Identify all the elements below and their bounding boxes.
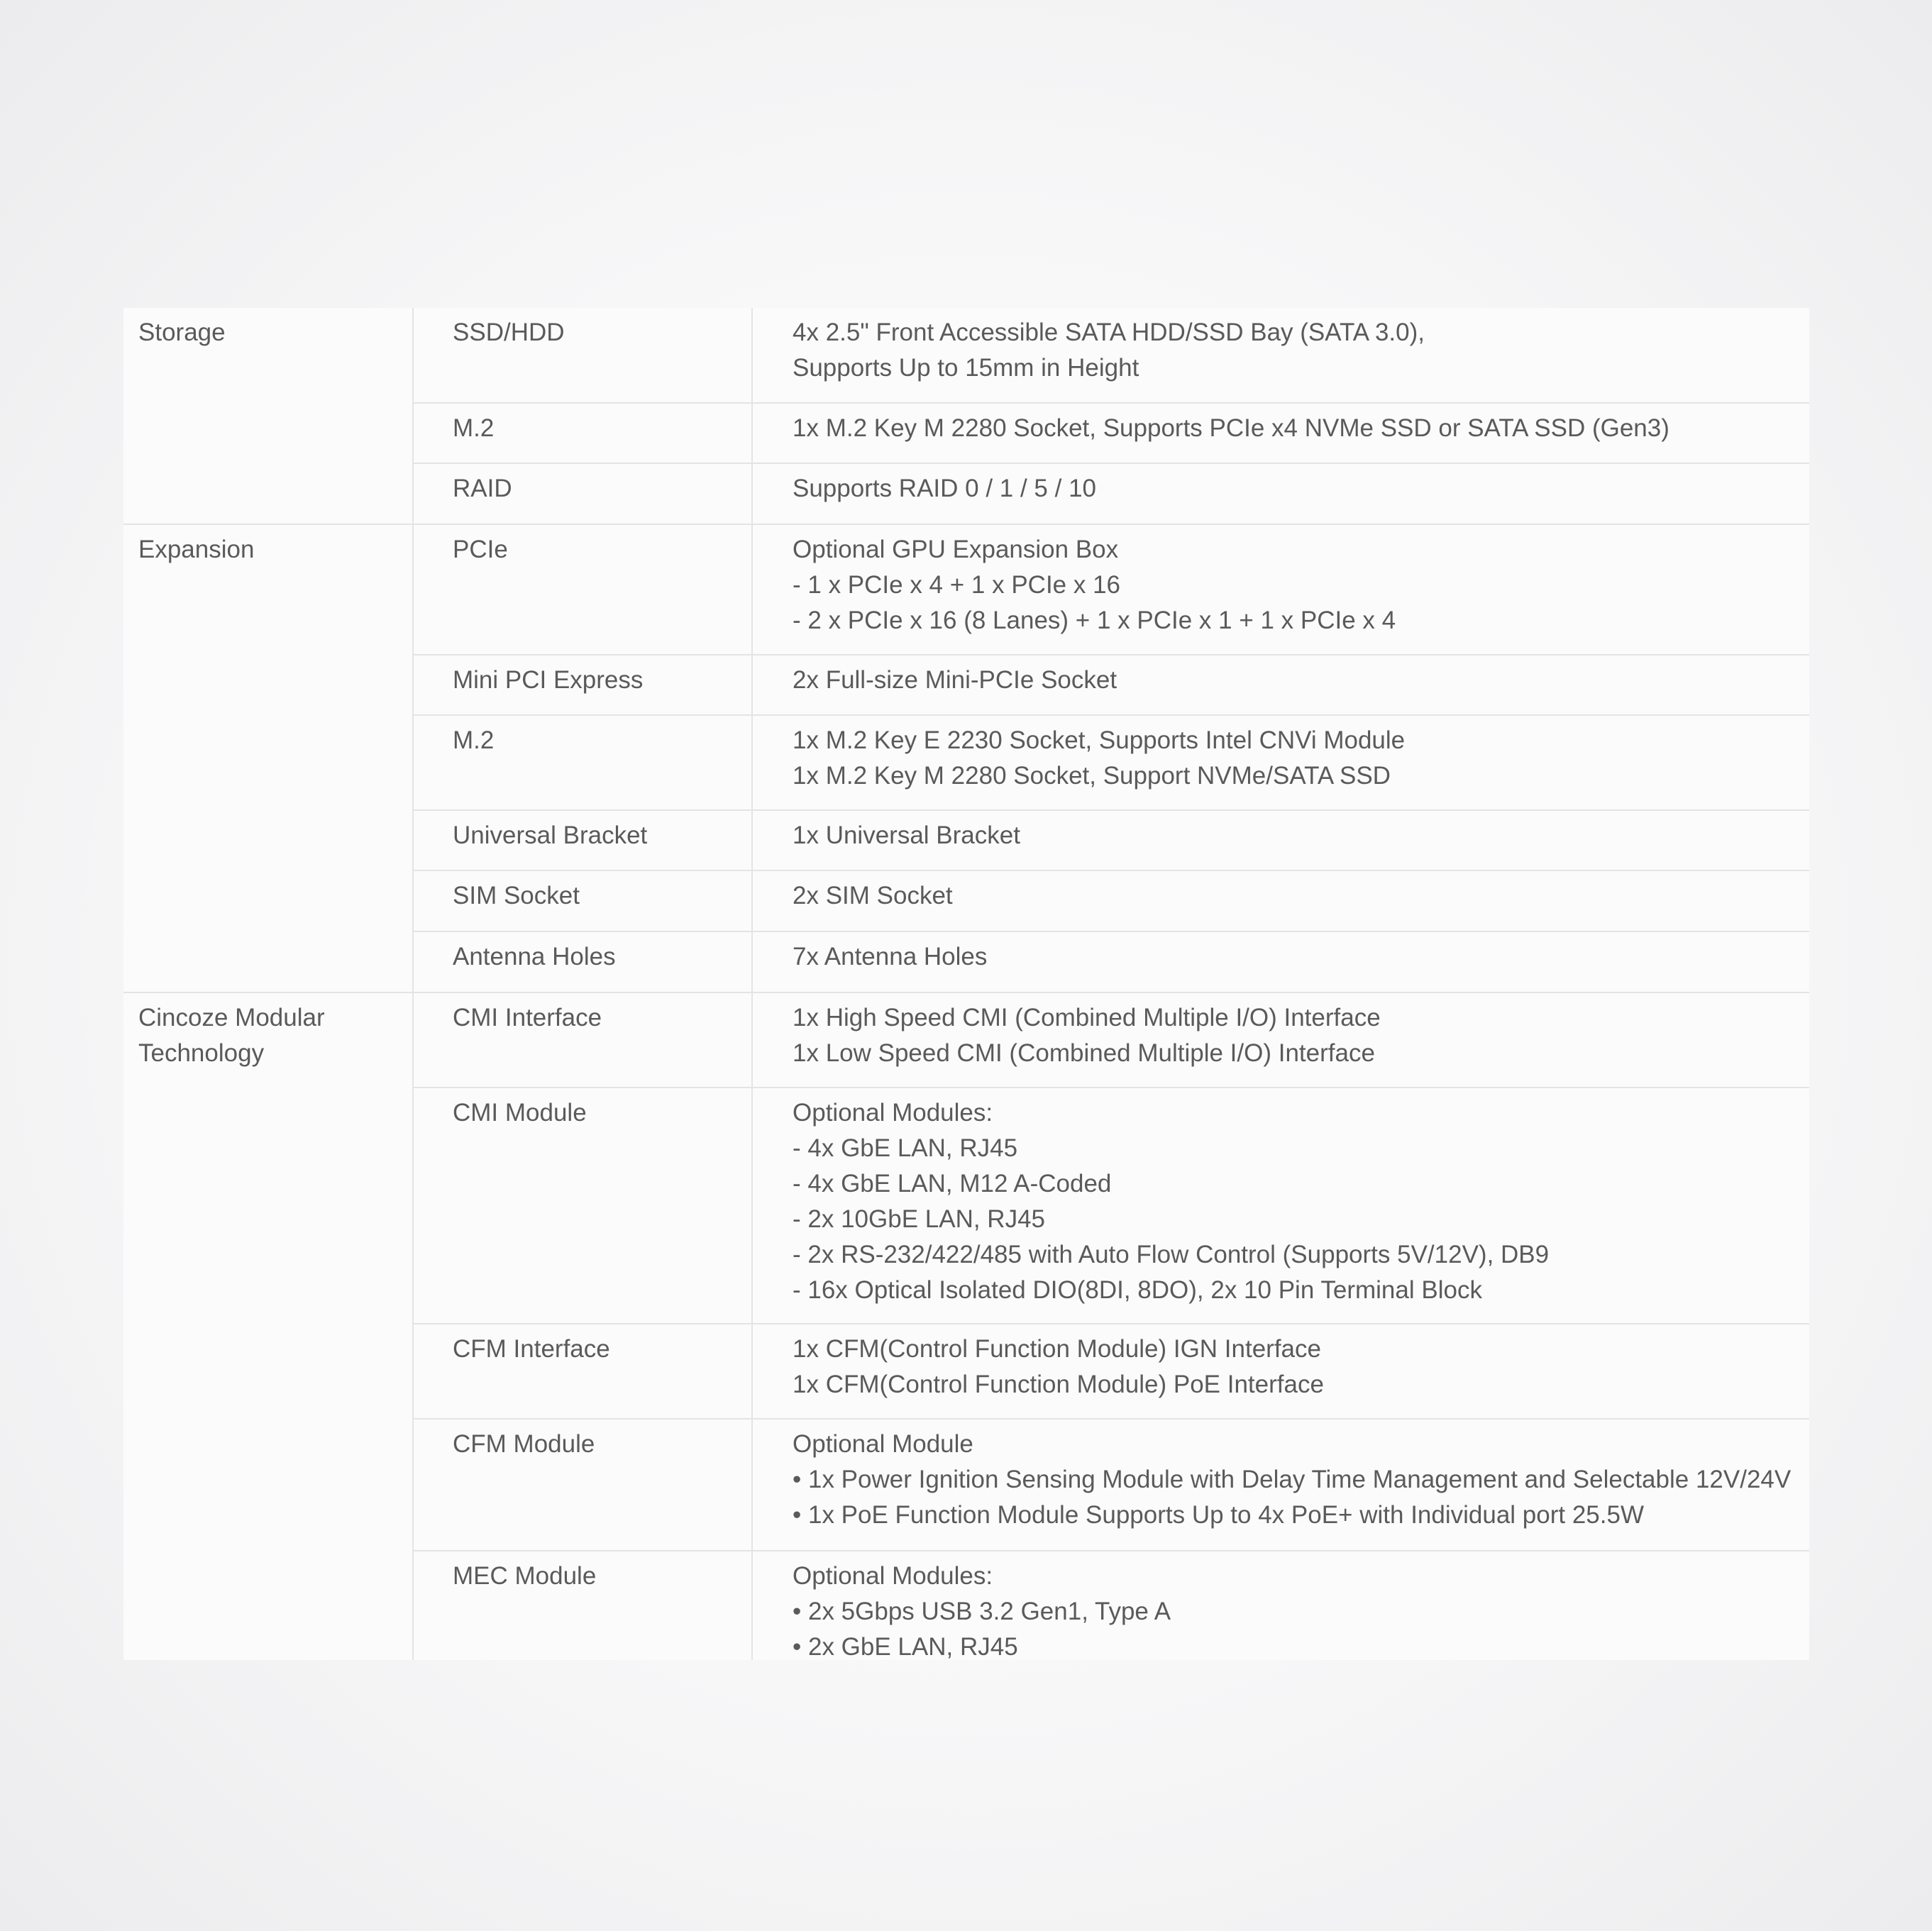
value-line: 7x Antenna Holes — [793, 943, 988, 970]
feature-label: SSD/HDD — [413, 308, 752, 403]
feature-label: SIM Socket — [413, 870, 752, 931]
feature-label: CFM Interface — [413, 1324, 752, 1419]
value-line: 1x Universal Bracket — [793, 821, 1020, 849]
value-cell — [752, 1088, 1809, 1324]
category-label: Expansion — [138, 536, 255, 563]
value-line: 2x SIM Socket — [793, 882, 953, 909]
category-cell — [123, 524, 413, 992]
category-label: Storage — [138, 319, 226, 346]
feature-label: Universal Bracket — [413, 810, 752, 870]
value-cell — [752, 870, 1809, 931]
value-line: 1x CFM(Control Function Module) IGN Interface — [793, 1335, 1321, 1363]
value-cell — [752, 524, 1809, 655]
value-cell — [752, 992, 1809, 1088]
value-line: - 2x 10GbE LAN, RJ45 — [793, 1205, 1045, 1233]
value-line: 1x CFM(Control Function Module) PoE Interface — [793, 1371, 1324, 1398]
spec-table — [123, 308, 1809, 1660]
value-line: • 2x 5Gbps USB 3.2 Gen1, Type A — [793, 1598, 1171, 1625]
category-cell — [123, 992, 413, 1660]
feature-label: M.2 — [413, 715, 752, 810]
value-line: 1x M.2 Key M 2280 Socket, Support NVMe/SATA SSD — [793, 762, 1391, 790]
spec-row-storage-ssd-hdd — [123, 308, 1809, 403]
value-cell — [752, 1419, 1809, 1551]
spec-row-expansion-pcie — [123, 524, 1809, 655]
feature-label: M.2 — [413, 403, 752, 463]
value-cell — [752, 463, 1809, 524]
value-cell — [752, 403, 1809, 463]
value-line: Optional GPU Expansion Box — [793, 536, 1119, 563]
feature-label: PCIe — [413, 524, 752, 655]
value-line: Supports Up to 15mm in Height — [793, 354, 1139, 382]
value-line: - 1 x PCIe x 4 + 1 x PCIe x 16 — [793, 571, 1121, 599]
feature-label: MEC Module — [413, 1551, 752, 1660]
value-line: - 2 x PCIe x 16 (8 Lanes) + 1 x PCIe x 1 + 1 x PCIe x 4 — [793, 607, 1396, 634]
value-line: - 4x GbE LAN, RJ45 — [793, 1134, 1018, 1162]
spec-panel — [123, 308, 1809, 1660]
value-line: • 2x GbE LAN, RJ45 — [793, 1633, 1018, 1660]
category-cell — [123, 308, 413, 524]
value-line: Optional Modules: — [793, 1562, 993, 1590]
value-cell — [752, 715, 1809, 810]
feature-label: CFM Module — [413, 1419, 752, 1551]
value-cell — [752, 810, 1809, 870]
feature-label: Mini PCI Express — [413, 655, 752, 715]
value-line: 2x Full-size Mini-PCIe Socket — [793, 666, 1117, 694]
value-line: 4x 2.5" Front Accessible SATA HDD/SSD Bay (SATA 3.0), — [793, 319, 1425, 346]
value-cell — [752, 1324, 1809, 1419]
feature-label: CMI Module — [413, 1088, 752, 1324]
value-line: - 2x RS-232/422/485 with Auto Flow Control (Supports 5V/12V), DB9 — [793, 1241, 1550, 1268]
value-cell — [752, 308, 1809, 403]
feature-label: Antenna Holes — [413, 931, 752, 992]
value-line: Supports RAID 0 / 1 / 5 / 10 — [793, 475, 1096, 502]
value-line: 1x Low Speed CMI (Combined Multiple I/O) Interface — [793, 1039, 1375, 1067]
category-label: Cincoze Modular — [138, 1004, 325, 1031]
value-line: • 1x PoE Function Module Supports Up to 4x PoE+ with Individual port 25.5W — [793, 1501, 1644, 1529]
value-cell — [752, 655, 1809, 715]
value-line: - 16x Optical Isolated DIO(8DI, 8DO), 2x 10 Pin Terminal Block — [793, 1276, 1482, 1304]
spec-row-cincoze-modular-technology-cmi-interface — [123, 992, 1809, 1088]
value-line: Optional Modules: — [793, 1099, 993, 1127]
value-line: • 1x Power Ignition Sensing Module with Delay Time Management and Selectable 12V/24V — [793, 1466, 1792, 1493]
value-cell — [752, 931, 1809, 992]
value-line: 1x M.2 Key E 2230 Socket, Supports Intel CNVi Module — [793, 726, 1406, 754]
category-label: Technology — [138, 1039, 265, 1067]
feature-label: CMI Interface — [413, 992, 752, 1088]
spec-table-body — [123, 308, 1809, 1660]
value-cell — [752, 1551, 1809, 1660]
value-line: 1x High Speed CMI (Combined Multiple I/O) Interface — [793, 1004, 1381, 1031]
value-line: 1x M.2 Key M 2280 Socket, Supports PCIe x4 NVMe SSD or SATA SSD (Gen3) — [793, 414, 1669, 442]
feature-label: RAID — [413, 463, 752, 524]
value-line: Optional Module — [793, 1430, 973, 1458]
value-line: - 4x GbE LAN, M12 A-Coded — [793, 1170, 1112, 1197]
